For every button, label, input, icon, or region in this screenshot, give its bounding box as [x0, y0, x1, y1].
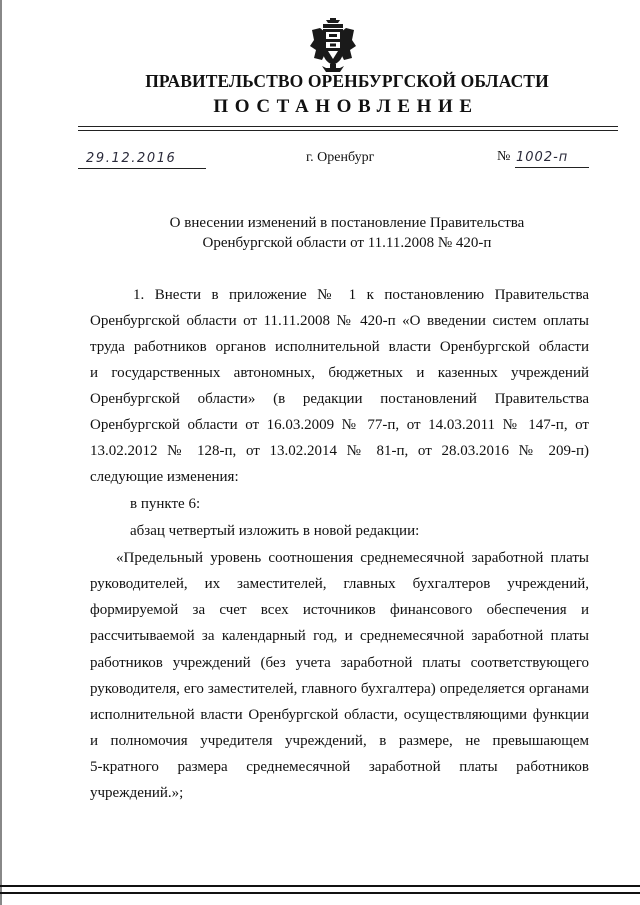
page-bottom-rule [0, 885, 640, 887]
body-line: в пункте 6: [130, 496, 201, 512]
body-line: учреждений.»; [90, 785, 184, 801]
body-line: Оренбургской области от 11.11.2008 № 420-п «О введении систем оплаты [90, 313, 589, 329]
body-line: формируемой за счет всех источников финансового обеспечения и [90, 602, 589, 618]
body-line: руководителей, их заместителей, главных бухгалтеров учреждений, [90, 576, 589, 592]
organization-title: ПРАВИТЕЛЬСТВО ОРЕНБУРГСКОЙ ОБЛАСТИ [145, 71, 549, 91]
document-type-title: ПОСТАНОВЛЕНИЕ [213, 96, 479, 117]
page-bottom-rule-2 [0, 892, 640, 894]
body-line: работников учреждений (без учета заработной платы соответствующего [90, 655, 589, 671]
body-line: и полномочия учредителя учреждений, в размере, не превышающем [90, 733, 589, 749]
scan-edge [0, 0, 2, 905]
body-line: абзац четвертый изложить в новой редакции: [130, 523, 420, 539]
body-line: 1. Внести в приложение № 1 к постановлению Правительства [133, 287, 589, 303]
header-rule-bottom [78, 130, 618, 131]
subject-line: Оренбургской области от 11.11.2008 № 420-п [202, 235, 492, 251]
body-line: 5-кратного размера среднемесячной заработной платы работников [90, 759, 589, 775]
body-line: труда работников органов исполнительной власти Оренбургской области [90, 339, 589, 355]
document-date: 29.12.2016 [86, 151, 177, 166]
body-line: «Предельный уровень соотношения среднемесячной заработной платы [116, 550, 589, 566]
header-rule-top [78, 126, 618, 127]
body-line: рассчитываемой за календарный год, и среднемесячной заработной платы [90, 628, 589, 644]
document-city: г. Оренбург [306, 150, 375, 165]
number-label: № [497, 149, 511, 164]
body-line: исполнительной власти Оренбургской области, осуществляющими функции [90, 707, 589, 723]
subject-line: О внесении изменений в постановление Правительства [169, 215, 525, 231]
body-line: и государственных автономных, бюджетных и казенных учреждений [90, 365, 589, 381]
date-underline [78, 168, 206, 169]
document-subject [0, 213, 640, 253]
body-line: 13.02.2012 № 128-п, от 13.02.2014 № 81-п, от 28.03.2016 № 209-п) [90, 443, 589, 459]
document-number: 1002-п [516, 150, 569, 165]
body-line: следующие изменения: [90, 469, 239, 485]
body-line: руководителя, его заместителей, главного бухгалтера) определяется органами [90, 681, 589, 697]
coat-of-arms-emblem [306, 18, 360, 74]
body-line: Оренбургской области от 16.03.2009 № 77-п, от 14.03.2011 № 147-п, от [90, 417, 589, 433]
body-line: Оренбургской области» (в редакции постановлений Правительства [90, 391, 589, 407]
number-underline [515, 167, 589, 168]
